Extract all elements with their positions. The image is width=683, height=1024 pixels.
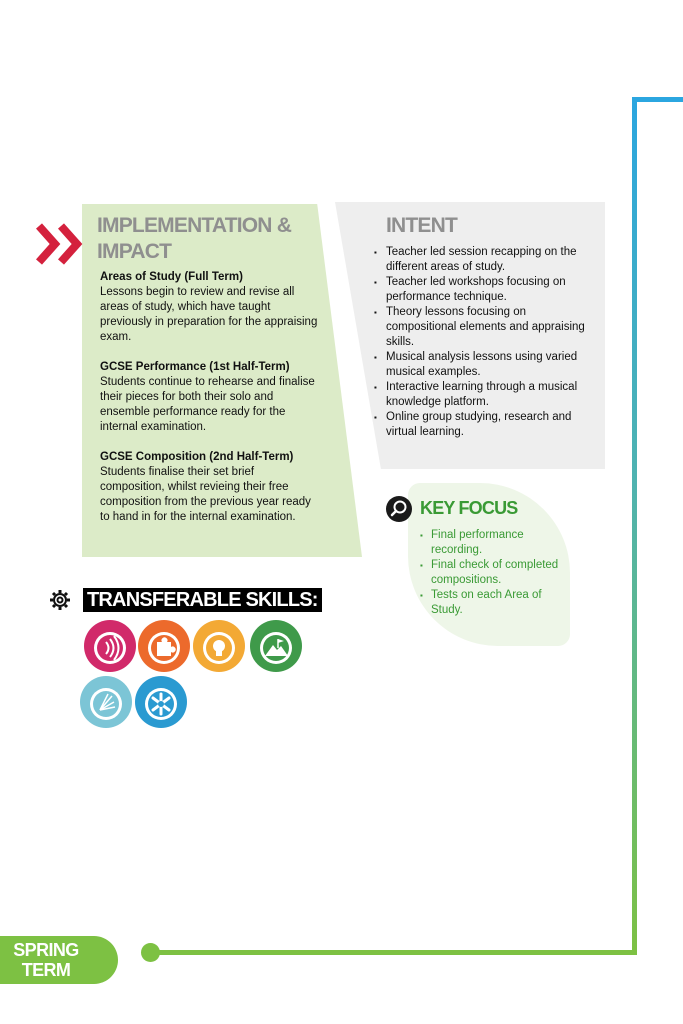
leadership-badge <box>80 676 132 728</box>
path-line-vertical <box>632 97 637 954</box>
key-focus-list <box>420 528 560 618</box>
implementation-section <box>100 270 320 345</box>
double-chevron-icon <box>35 220 87 268</box>
intent-list <box>374 245 596 440</box>
list-item: ▪ Musical analysis lessons using varied musical examples. <box>374 350 596 380</box>
intent-title: INTENT <box>386 214 458 237</box>
term-tab <box>0 936 118 984</box>
teamwork-icon <box>135 676 187 728</box>
list-item: ▪ Theory lessons focusing on compositional elements and appraising skills. <box>374 305 596 350</box>
magnifier-icon <box>386 496 412 522</box>
section-heading: GCSE Composition (2nd Half-Term) <box>100 451 294 463</box>
puzzle-icon <box>138 620 190 672</box>
gear-icon <box>49 589 71 611</box>
sound-waves-icon <box>84 620 136 672</box>
list-item: ▪ Teacher led session recapping on the different areas of study. <box>374 245 596 275</box>
section-text: Students finalise their set brief composition, whilst revieing their free composition from the previous year ready to hand in for the internal examination. <box>100 466 311 523</box>
section-heading: Areas of Study (Full Term) <box>100 271 243 283</box>
term-line-2: TERM <box>21 960 71 980</box>
path-line-top <box>632 97 683 102</box>
creativity-badge <box>193 620 245 672</box>
implementation-title: IMPLEMENTATION & IMPACT <box>97 214 292 263</box>
problem-solving-badge <box>138 620 190 672</box>
list-item: ▪ Teacher led workshops focusing on performance technique. <box>374 275 596 305</box>
section-heading: GCSE Performance (1st Half-Term) <box>100 361 290 373</box>
leadership-icon <box>80 676 132 728</box>
key-focus-title: KEY FOCUS <box>420 498 518 518</box>
list-item: ▪ Tests on each Area of Study. <box>420 588 560 618</box>
list-item: ▪ Final check of completed compositions. <box>420 558 560 588</box>
implementation-section <box>100 360 320 435</box>
implementation-section <box>100 450 320 525</box>
listening-badge <box>84 620 136 672</box>
teamwork-badge <box>135 676 187 728</box>
list-item: ▪ Interactive learning through a musical knowledge platform. <box>374 380 596 410</box>
term-line-1: SPRING <box>13 940 79 960</box>
path-line-bottom <box>150 950 637 955</box>
path-dot <box>141 943 160 962</box>
implementation-body <box>100 270 320 540</box>
section-text: Lessons begin to review and revise all areas of study, which have taught previously in preparation for the appraising exam. <box>100 286 318 343</box>
transferable-skills-title: TRANSFERABLE SKILLS: <box>83 588 322 612</box>
mountain-flag-icon <box>250 620 302 672</box>
aiming-high-badge <box>250 620 302 672</box>
list-item: ▪ Online group studying, research and virtual learning. <box>374 410 596 440</box>
lightbulb-icon <box>193 620 245 672</box>
section-text: Students continue to rehearse and finalise their pieces for both their solo and ensemble performance ready for the internal examination. <box>100 376 315 433</box>
list-item: ▪ Final performance recording. <box>420 528 560 558</box>
